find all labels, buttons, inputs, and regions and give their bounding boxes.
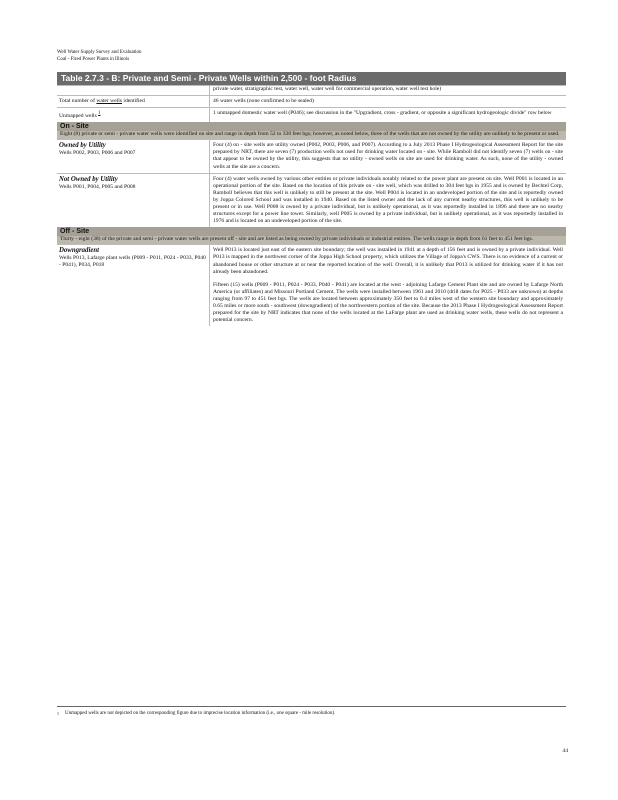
notowned-wells: Wells P001, P004, P005 and P008: [59, 183, 136, 190]
notowned-text: Four (4) water wells owned by various other entities or private individuals notably related to the power plant are present on site. Well P001 is located in an operational portion of the site. Based on the location of this private on - site well, which was drilled to 304 feet bgs in 1955 and is owned by Bechtel Corp, Ramboll believes that this well is unlikely to still be present at the site. Well P004 is located in an undeveloped portion of the site and is reportedly owned by Joppa Colored School and was installed in 1940. Based on the listed owner and the lack of any current nearby structures, this well is unlikely to be present or in use. Well P008 is owned by a private individual, but is unlikely operational, as it was reportedly installed in 1896 and there are no nearby structures except for a power line tower. Similarly, well P005 is owned by a private individual, but is unlikely operational, as it was reportedly installed in 1976 and is located on an undeveloped portion of the site.: [213, 175, 563, 225]
header-line-1: Well Water Supply Survey and Evaluation: [57, 50, 142, 55]
section-onsite-summary: Eight (8) private or semi - private water wells were identified on site and range in depth from 52 to 330 feet bgs; however, as noted below, three of the wells that are not owned by the utility are unlikely to be present or used.: [57, 131, 566, 139]
table-row-owned: [57, 139, 566, 172]
table-row-notowned: [57, 173, 566, 228]
unmapped-label-text: Unmapped wells: [59, 113, 97, 120]
footnote-divider: [57, 706, 566, 707]
unmapped-value: 1 unmapped domestic water well (P046); see discussion in the "Upgradient, cross - gradient, or opposite a significant hydrogeologic divide" row below: [213, 110, 552, 117]
down-heading: Downgradient: [59, 247, 100, 255]
owned-wells: Wells P002, P003, P006 and P007: [59, 150, 136, 157]
section-offsite-summary: Thirty - eight (38) of the private and semi - private water wells are present off - site and are listed as being owned by private individuals or industrial entities. The wells range in depth from 61 feet to 451 feet bgs.: [57, 236, 566, 244]
table-row-unmapped: [57, 107, 566, 122]
table-row-downgradient: [57, 244, 566, 326]
notowned-heading: Not Owned by Utility: [59, 175, 118, 183]
total-label: [57, 96, 210, 107]
table-cell-empty: [57, 86, 210, 95]
owned-heading: Owned by Utility: [59, 142, 106, 150]
footnote-ref: 1: [98, 111, 101, 117]
footnote: [57, 710, 566, 717]
table-row-intro: [57, 85, 566, 95]
section-offsite-heading: Off - Site: [57, 227, 566, 236]
total-value: 46 water wells (none confirmed to be sealed): [213, 98, 314, 105]
section-onsite-heading: On - Site: [57, 122, 566, 131]
down-text-cell: [210, 245, 566, 326]
page-number: 44: [562, 748, 568, 754]
total-label-b: identified: [122, 98, 145, 105]
notowned-label-cell: [57, 174, 210, 228]
table-row-total: [57, 95, 566, 107]
total-label-underlined: water wells: [96, 98, 122, 105]
total-label-a: Total number of: [59, 98, 97, 105]
unmapped-label: [57, 108, 210, 122]
wells-table: [57, 72, 566, 326]
document-header: [57, 50, 257, 63]
footnote-mark: 1: [57, 711, 59, 716]
table-title: Table 2.7.3 - B: Private and Semi - Private Wells within 2,500 - foot Radius: [57, 72, 566, 85]
header-line-2: Coal - Fired Power Plants in Illinois: [57, 56, 130, 62]
owned-text: Four (4) on - site wells are utility owned (P002, P003, P006, and P007). According to a July 2013 Phase I Hydrogeological Assessment Report for the site prepared by NRT, there are seven (7) production wells not used for drinking water located on - site. While Ramboll did not identify seven (7) wells on - site that appear to be owned by the utility, this suggests that no utility - owned wells on site are used for drinking water. As such, none of the utility - owned wells at the site are a concern.: [213, 142, 563, 170]
down-label-cell: [57, 245, 210, 326]
footnote-text: Unmapped wells are not depicted on the corresponding figure due to imprecise location information (i.e., one square - mile resolution).: [65, 711, 336, 716]
down-text-1: Well P013 is located just east of the eastern site boundary; the well was installed in 1941 at a depth of 156 feet and is owned by a private individual. Well P013 is mapped in the northwest corner of the Joppa High School property, which utilizes the Village of Joppa's CWS. There is no evidence of a current or abandoned house or other structure at or near the reported location of the well. Overall, it is unlikely that P013 is utilized for drinking water if it has not already been abandoned.: [213, 247, 563, 275]
owned-label-cell: [57, 140, 210, 172]
down-wells: Wells P013, Lafarge plant wells (P009 - P011, P024 - P033, P040 - P041), P034, P018: [59, 255, 206, 269]
down-text-2: Fifteen (15) wells (P009 - P011, P024 - P033, P040 - P041) are located at the west - adjoining Lafarge Cement Plant site and are owned by Lafarge North America (or affiliates) and Missouri Portland Cement. The wells were installed between 1961 and 2010 (drill dates for P025 - P033 are unknown) at depths ranging from 97 to 451 feet bgs. The wells are located between approximately 350 feet to 0.4 miles west of the western site boundary and approximately 0.65 miles or more south - southwest (downgradient) of the northwestern portion of the site. Because the 2013 Phase I Hydrogeological Assessment Report prepared for the site by NRT indicates that none of the wells located at the LaFarge plant are used as drinking water wells, these wells do not represent a potential concern.: [213, 281, 563, 324]
intro-continuation: private water, stratigraphic test, water well, water well for commercial operation, water well test hole): [213, 86, 442, 92]
